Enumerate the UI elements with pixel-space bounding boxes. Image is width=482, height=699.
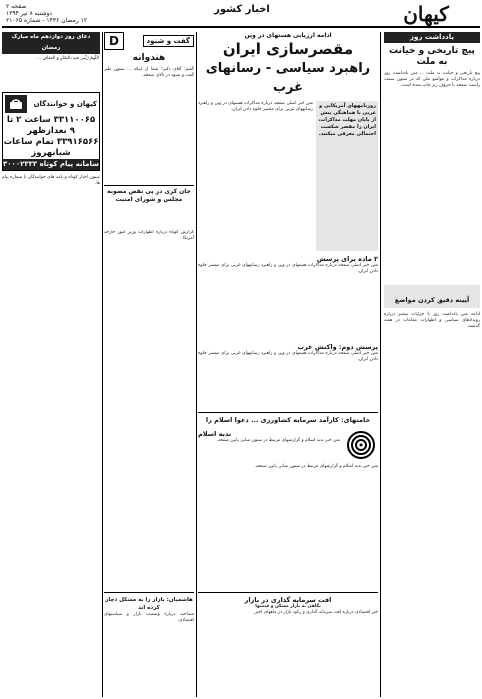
satire-column <box>104 32 194 182</box>
market-headline: افت سرمایه گذاری در بازار <box>244 596 332 604</box>
market-subhead: نگاهی به بازار مسکن و قیمتها <box>255 604 321 609</box>
far-left-body: ستون اخبار کوتاه و نامه های خوانندگان با شماره پیام ها. <box>2 175 100 186</box>
spiral-icon <box>344 430 378 460</box>
issue-info <box>6 3 146 24</box>
middle-strip <box>198 416 378 428</box>
newspaper-logo: کیهان <box>403 2 449 26</box>
main-body-end: متن خبر اصلی صفحه درباره مذاکرات هستهای در وین و راهبرد رسانههای غربی برای مقصر جلوه دادن ایران. <box>198 351 378 362</box>
kerry-story <box>104 230 194 590</box>
market-body: خبر اقتصادی درباره افت سرمایه گذاری و رکود بازار در ماههای اخیر. <box>253 610 378 615</box>
satire-body: گفتم: آقای دکتر! شما از اینکه ... ستون طنز گفت و شنود در بالای صفحه. <box>104 67 194 78</box>
section-rule <box>198 412 378 413</box>
editorial-box <box>384 285 480 308</box>
religion-lead: متن خبر ندبه اسلام و گزارشهای مرتبط در ستون میانی پایین صفحه. <box>216 438 340 443</box>
masthead <box>2 2 480 28</box>
contact-phone-1: ۳۳۱۱۰۰۶۵ ساعت ۲ تا ۹ بعدازظهر <box>6 115 96 136</box>
interview-body: مصاحبه درباره وضعیت بازار و سیاستهای اقتصادی. <box>104 612 194 623</box>
main-body: متن خبر اصلی صفحه درباره مذاکرات هستهای در وین و راهبرد رسانههای غربی برای مقصر جلوه دادن ایران. <box>198 101 313 112</box>
kerry-story-head <box>104 188 194 228</box>
column-rule <box>196 32 197 697</box>
satire-title: هندوانه <box>132 53 166 63</box>
section-rule <box>104 592 194 593</box>
main-story <box>198 32 378 412</box>
kerry-headline: جان کری در پی نقض مصوبه مجلس و شورای امنیت <box>107 188 191 203</box>
main-headline-2: راهبرد سیاسی - رسانهای غرب <box>205 61 371 95</box>
main-kicker: ادامه ارزیابی هستهای در وین <box>244 32 332 39</box>
satire-label: گفت و شنود <box>143 35 194 47</box>
issue-date: دوشنبه ۸ تیر ۱۳۹۴ <box>6 10 53 17</box>
market-story <box>198 596 378 696</box>
interview-story <box>104 596 194 696</box>
issue-page: صفحه ۲ <box>6 3 27 10</box>
main-subhead-2: پرسش دوم: واکنش غرب <box>297 343 378 351</box>
religion-label: ندبه اسلام <box>198 430 232 438</box>
editorial-box-label: آیینه دقیق کردن مواضع <box>394 296 470 304</box>
religion-body: متن خبر ندبه اسلام و گزارشهای مرتبط در ستون میانی پایین صفحه. <box>254 464 378 469</box>
kerry-body: گزارش کوتاه درباره اظهارات وزیر امور خارجه آمریکا. <box>104 230 194 241</box>
dua-label: دعای روز دوازدهم ماه مبارک رمضان <box>2 32 100 54</box>
contact-label: کیهان و خوانندگان <box>33 100 97 108</box>
contact-box <box>2 92 100 171</box>
editorial-body-top: پیچ تاریخی و خیانت به ملت ... متن یادداشت روز درباره مذاکرات و مواضع ملی که در ستون سمت راست صفحه با حروف ریز چاپ شده است. <box>384 71 480 88</box>
editorial-headline: پیچ تاریخی و خیانت به ملت <box>389 46 475 67</box>
main-headline-1: مقصرسازی ایران <box>222 40 354 58</box>
main-subhead-1: ۲ ماده برای پرسش <box>316 255 378 263</box>
phone-icon <box>5 95 27 113</box>
editorial-body-bottom: ادامه متن یادداشت روز با جزئیات بیشتر درباره رویدادهای سیاسی و اظهارات مقامات در هفته گذشته. <box>384 312 480 329</box>
contact-phone-2: ۳۳۹۱۶۵۶۶ تمام ساعات شبانهروز <box>3 137 99 158</box>
section-title: اخبار کشور <box>214 4 270 15</box>
editorial-column <box>384 32 480 697</box>
section-rule <box>104 185 194 186</box>
religion-story <box>198 430 378 590</box>
editorial-label: یادداشت روز <box>384 32 480 43</box>
main-lead-box: روزنامههای آمریکایی و غربی با هماهنگی پیش از پایان مهلت مذاکرات، ایران را مقصر شکست احتمالی معرفی میکنند. <box>316 101 378 251</box>
column-rule <box>102 32 103 697</box>
column-rule <box>380 32 381 697</box>
issue-number: ۱۲ رمضان ۱۴۳۶ - شماره ۲۱۰۶۵ <box>6 17 88 24</box>
main-body-continued: متن خبر اصلی صفحه درباره مذاکرات هستهای در وین و راهبرد رسانههای غربی برای مقصر جلوه دادن ایران. <box>198 263 378 274</box>
middle-strip-text: خامنهای: کارآمد سرمایه کشاورزی ... دعوا اسلام را <box>205 416 371 424</box>
contact-sms: سامانه پیام کوتاه ۳۰۰۰۲۳۳۳ <box>3 160 99 168</box>
satire-logo-icon: D <box>104 32 124 50</box>
far-left-column <box>2 32 100 697</box>
section-rule <box>198 592 378 593</box>
interview-headline: هاشمیان: بازار را به مشکل دچار کرده اند <box>105 597 193 611</box>
dua-text: اللّهمّ زَیِّنی فیهِ بالسّتْرِ و العفافِ ... <box>36 56 99 61</box>
